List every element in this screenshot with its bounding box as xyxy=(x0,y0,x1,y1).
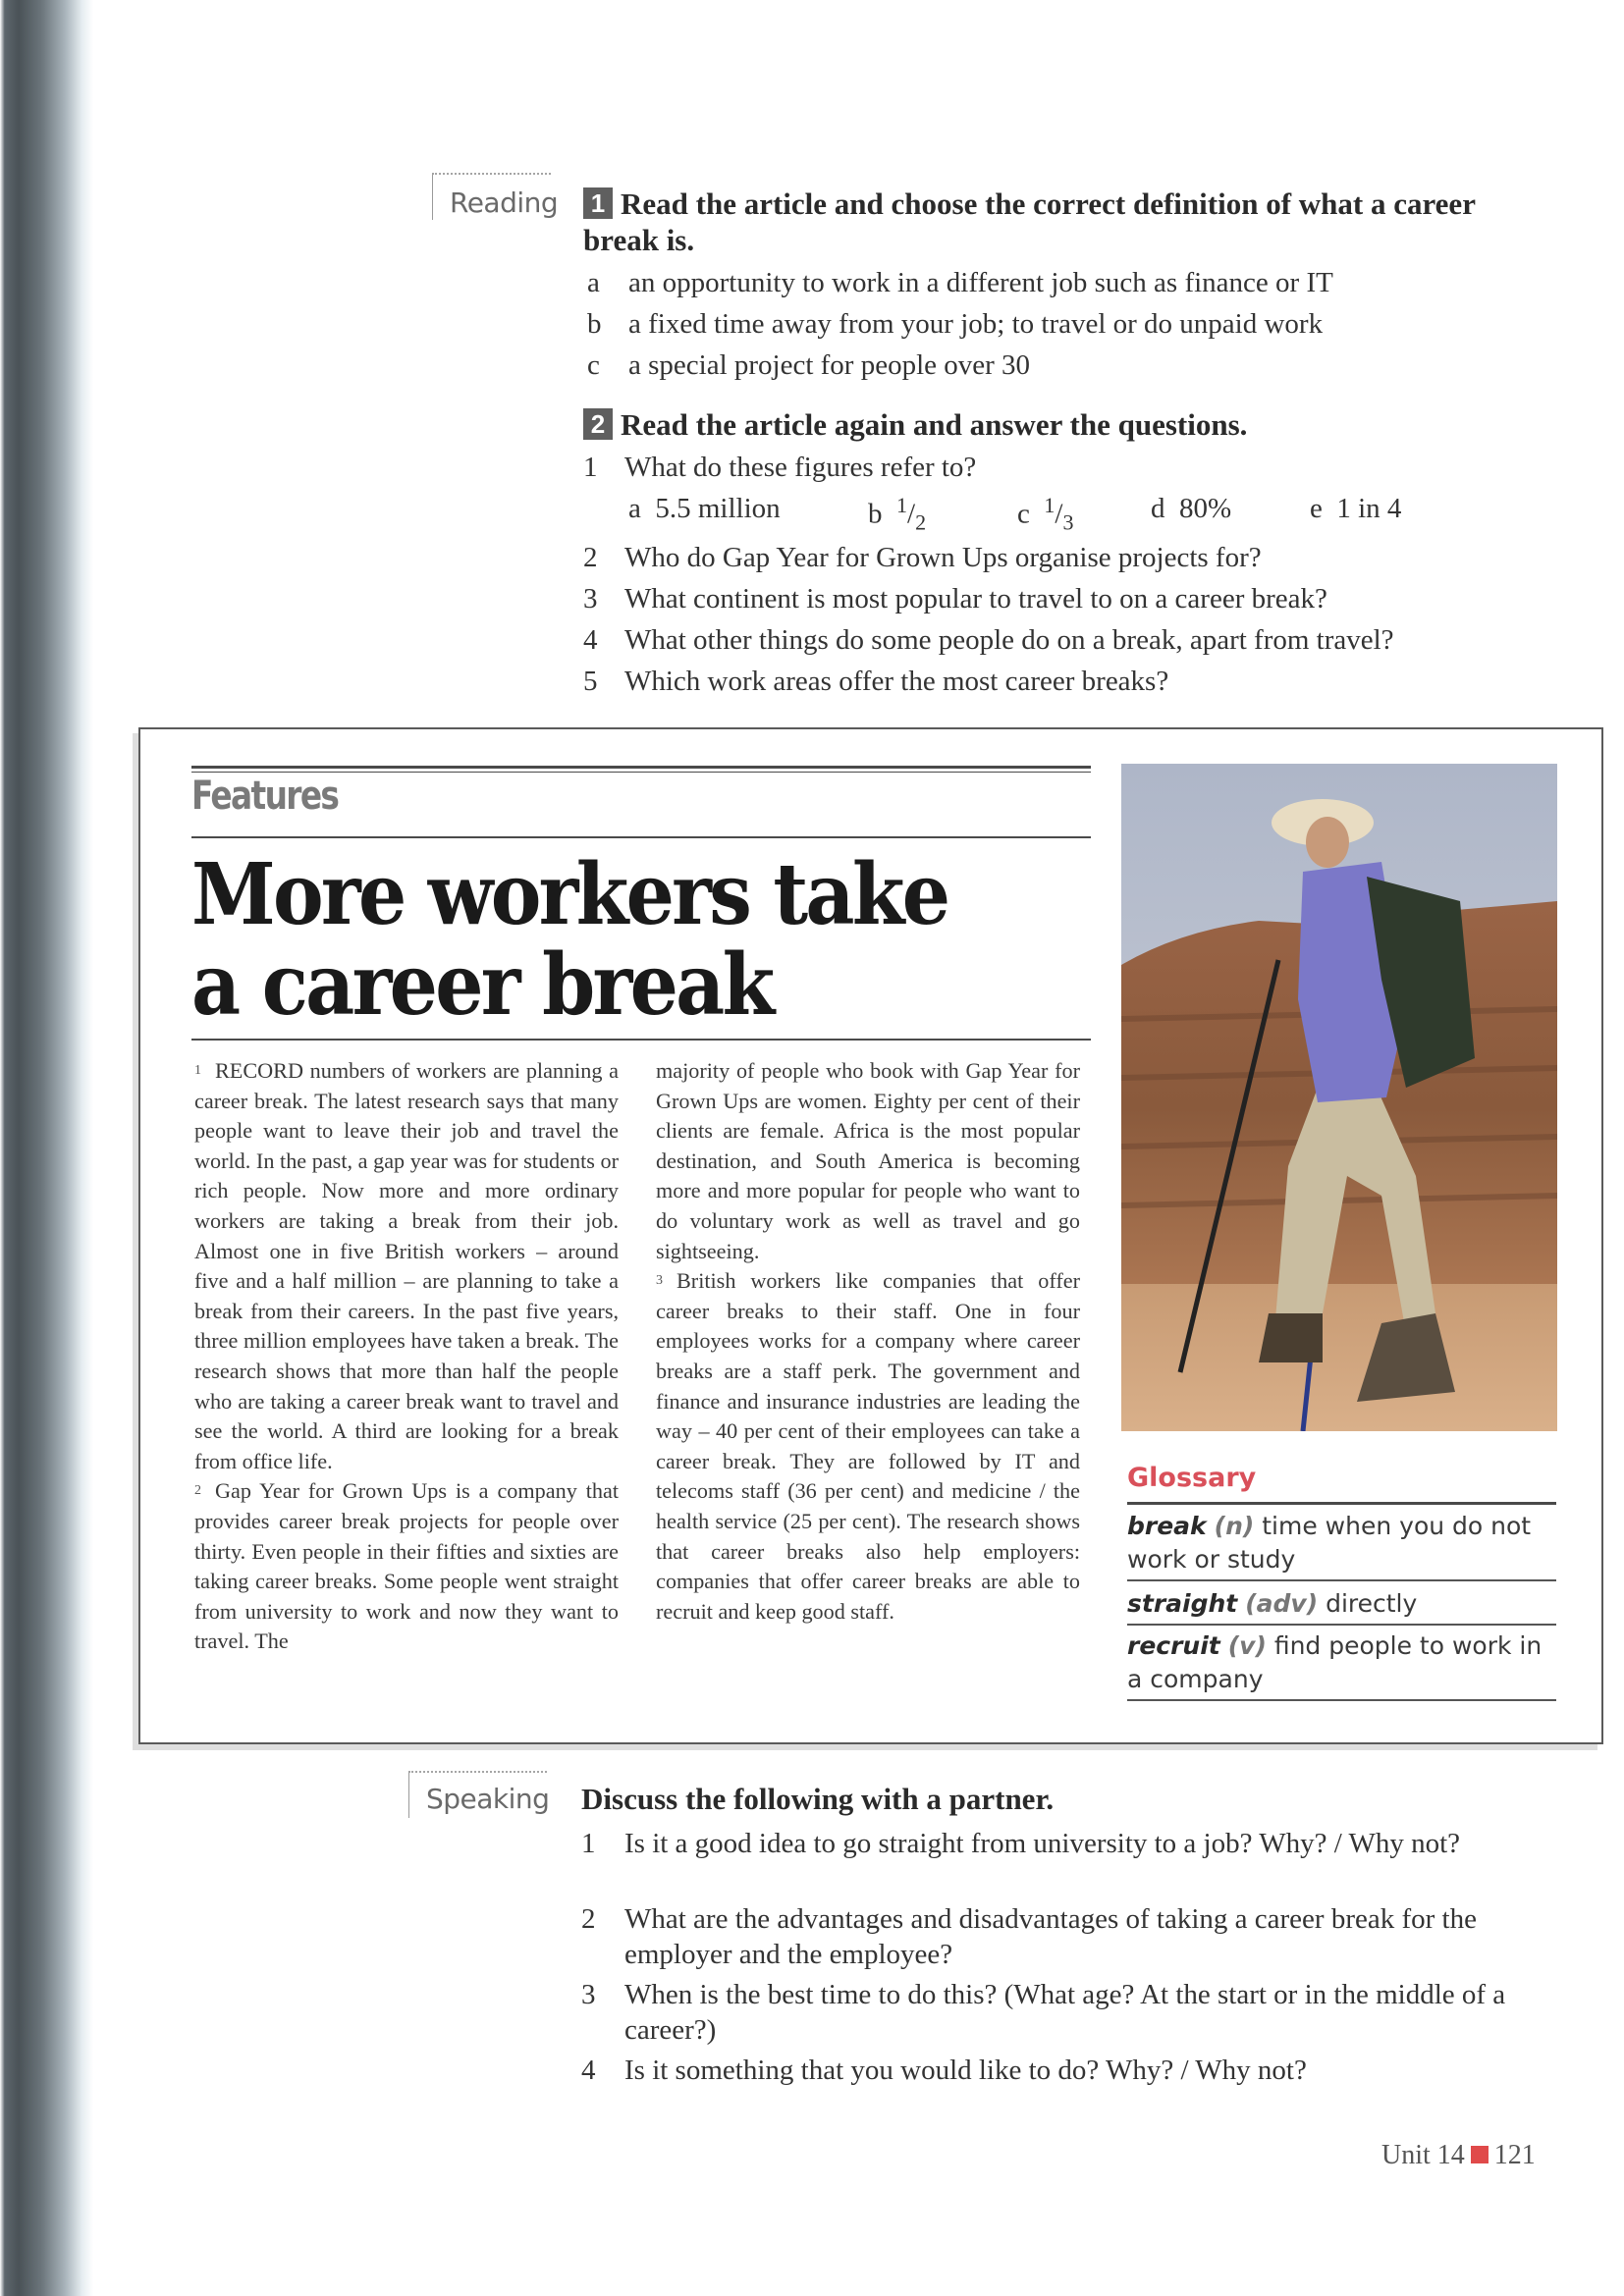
double-rule xyxy=(191,766,1091,769)
task2-question: 3 What continent is most popular to travel to on a career break? xyxy=(583,583,1327,614)
task2-question: 1 What do these figures refer to? xyxy=(583,452,977,483)
task1-number: 1 xyxy=(583,187,613,219)
double-rule xyxy=(191,772,1091,773)
section-rule xyxy=(191,836,1091,838)
article-headline: More workers take a career break xyxy=(191,845,948,1035)
task1-heading xyxy=(583,186,1487,258)
task1-option: a an opportunity to work in a different job such as finance or IT xyxy=(587,267,1333,298)
figure-b: b $^1/_2$ xyxy=(868,493,927,535)
glossary-rule xyxy=(1127,1502,1556,1505)
task2-heading xyxy=(583,406,1487,443)
speaking-item: 3 When is the best time to do this? (What age? At the start or in the middle of a career?) xyxy=(581,1979,1506,2046)
speaking-label: Speaking xyxy=(426,1783,550,1815)
article-paragraph-2: 2 Gap Year for Grown Ups is a company that provides career break projects for people over thirty. Even people in their fifties and sixties are taking career breaks. Some people went straight from university to work and now they want to travel. The xyxy=(194,1478,619,1654)
task1-instruction: Read the article and choose the correct definition of what a career break is. xyxy=(583,187,1476,257)
page-footer xyxy=(1381,2140,1536,2171)
figure-d: d 80% xyxy=(1151,493,1232,524)
task2-question: 4 What other things do some people do on a break, apart from travel? xyxy=(583,624,1394,656)
article-paragraph-3: 3 British workers like companies that offer career breaks to their staff. One in four employees works for a company where career breaks are a staff perk. The government and finance and insurance industries are leading the way – 40 per cent of their employees can take a career break. They are followed by IT and telecoms staff (36 per cent) and medicine / the health service (25 per cent). The research shows that career breaks also help employers: companies that offer career breaks are able to recruit and keep good staff. xyxy=(656,1268,1080,1624)
article-column-1 xyxy=(194,1056,619,1657)
figure-e: e 1 in 4 xyxy=(1310,493,1402,524)
speaking-item: 1 Is it a good idea to go straight from university to a job? Why? / Why not? xyxy=(581,1828,1461,1859)
article-paragraph-2-cont: majority of people who book with Gap Year for Grown Ups are women. Eighty per cent of their clients are female. Africa is the most popular destination, and South America is becoming more and more popular for people who want to do voluntary work as well as travel and go sightseeing. xyxy=(656,1058,1080,1263)
unit-label: Unit 14 xyxy=(1381,2140,1465,2170)
glossary-entry: straight (adv) directly xyxy=(1127,1587,1556,1626)
hiker-photo xyxy=(1121,764,1557,1431)
article-paragraph-1: 1 RECORD numbers of workers are planning a career break. The latest research says that many people want to leave their job and travel the world. In the past, a gap year was for students or rich people. Now more and more ordinary workers are taking a break from their job. Almost one in five British workers – around five and a half million – are planning to take a break from their careers. In the past five years, three million employees have taken a break. The research shows that more than half the people who are taking a career break want to travel and see the world. A third are looking for a break from office life. xyxy=(194,1058,619,1473)
task1-option: c a special project for people over 30 xyxy=(587,349,1031,381)
task2-question: 2 Who do Gap Year for Grown Ups organise projects for? xyxy=(583,542,1262,573)
figure-c: c $^1/_3$ xyxy=(1017,493,1074,535)
task2-question: 5 Which work areas offer the most career breaks? xyxy=(583,666,1169,697)
section-features: Features xyxy=(191,774,339,819)
glossary-entry: recruit (v) find people to work in a company xyxy=(1127,1629,1556,1701)
speaking-item: 4 Is it something that you would like to do? Why? / Why not? xyxy=(581,2055,1307,2086)
book-spine-shadow xyxy=(0,0,93,2296)
task2-instruction: Read the article again and answer the questions. xyxy=(621,407,1248,442)
reading-label: Reading xyxy=(450,187,559,219)
square-bullet-icon xyxy=(1471,2146,1489,2163)
glossary-title: Glossary xyxy=(1127,1463,1257,1493)
glossary-entry: break (n) time when you do not work or study xyxy=(1127,1510,1556,1581)
speaking-item: 2 What are the advantages and disadvantages of taking a career break for the employer and the employee? xyxy=(581,1903,1477,1970)
page-number: 121 xyxy=(1493,2140,1536,2170)
task1-option: b a fixed time away from your job; to travel or do unpaid work xyxy=(587,308,1324,340)
figure-a: a 5.5 million xyxy=(628,493,781,524)
task2-number: 2 xyxy=(583,408,613,440)
article-column-2 xyxy=(656,1056,1080,1627)
headline-rule xyxy=(191,1039,1091,1041)
speaking-instruction: Discuss the following with a partner. xyxy=(581,1782,1055,1816)
